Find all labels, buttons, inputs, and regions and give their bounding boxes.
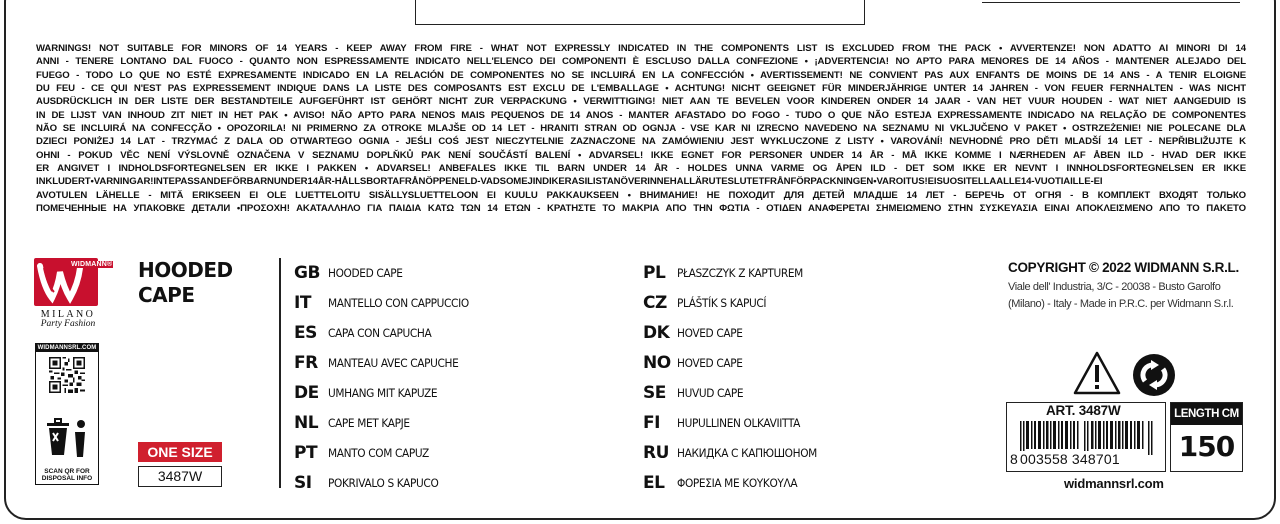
- widmann-logo: [34, 258, 113, 329]
- language-row: [294, 258, 481, 288]
- length-label: LENGTH CM: [1171, 403, 1242, 425]
- language-row: [643, 348, 829, 378]
- warning-line: AVOTULEN LÄHELLE - MITÄ ERIKSEEN EI OLE LUETTELOITU SISÄLLYSLUETTELOON EI KUULU PAKKAUKSEEN • ВНИМАНИЕ! НЕ ПОХОДИТ ДЛЯ ДЕТЕЙ МЛАДШЕ 14 ЛЕТ - БЕРЕЧЬ ОТ ОГНЯ - В КОМПЛЕКТ ВХОДЯТ ТОЛЬКО: [36, 189, 1246, 201]
- language-code: SI: [294, 473, 312, 493]
- product-title: [138, 258, 258, 308]
- language-row: [643, 318, 829, 348]
- language-name: MANTO COM CAPUZ: [328, 446, 429, 460]
- language-code: EL: [643, 473, 665, 493]
- warnings-text: [36, 42, 1246, 215]
- product-title-line: HOODED: [138, 258, 233, 282]
- language-code: SE: [643, 383, 666, 403]
- language-name: HUPULLINEN OLKAVIITTA: [677, 416, 801, 430]
- warning-line: DU FEU - CE QUI N'EST PAS EXPRESSEMENT INDIQUE DANS LA LISTE DES COMPOSANTS EST EXCLU DE L'EMBALLAGE • ACHTUNG! NICHT GEEIGNET FÜR MINDERJÄHRIGE UNTER 14 JAHREN - VON FEUER FERNHALTEN - WAS NICHT: [36, 83, 1246, 95]
- qr-url: WIDMANNSRL.COM: [37, 345, 97, 351]
- size-badge: ONE SIZE: [138, 442, 222, 462]
- language-row: [294, 318, 481, 348]
- address-line: Viale dell' Industria, 3/C - 20038 - Busto Garolfo: [1008, 281, 1221, 293]
- warning-line: ER ANGIVET I INDHOLDSFORTEGNELSEN ER IKKE I PAKKEN • ADVARSEL! ANBEFALES IKKE TIL BARN UNDER 14 ÅR - HOLDES UNNA VARME OG ÅPEN ILD - DET SOM IKKE ER NEVNT I INNHOLDSFORTEGNELSEN ER IKKE: [36, 163, 1246, 175]
- language-name: НАКИДКА С КАПЮШОНОМ: [677, 446, 817, 460]
- language-name: UMHANG MIT KAPUZE: [328, 386, 438, 400]
- barcode-article-label: ART. 3487W: [1046, 403, 1121, 418]
- language-row: [643, 468, 829, 498]
- language-row: [643, 258, 829, 288]
- language-name: PLÁŠTÍK S KAPUCÍ: [677, 296, 767, 310]
- language-code: PT: [294, 443, 318, 463]
- language-row: [643, 408, 829, 438]
- language-row: [643, 288, 829, 318]
- language-row: [294, 468, 481, 498]
- language-name: PŁASZCZYK Z KAPTUREM: [677, 266, 803, 280]
- language-name: HOVED CAPE: [677, 356, 743, 370]
- logo-tagline: Party Fashion: [40, 319, 96, 329]
- language-code: NO: [643, 353, 671, 373]
- language-code: DK: [643, 323, 670, 343]
- warning-line: ПОМЕЧЕННЫЕ НА УПАКОВКЕ ДЕТАЛИ •ΠΡΟΣΟΧΗ! ΑΚΑΤΑΛΛΗΛΟ ΓΙΑ ΠΑΙΔΙΑ ΚΑΤΩ ΤΩΝ 14 ΕΤΩΝ - ΚΡΑΤΗΣΤΕ ΤΟ ΜΑΚΡΙΑ ΑΠΟ ΤΗΝ ΦΩΤΙΑ - ΟΤΙΔΕΝ ΑΝΑΦΕΡΕΤΑΙ ΣΗΜΕΙΩΜΕΝΟ ΣΤΗΝ ΣΥΣΚΕΥΑΣΙΑ ΕΙΝΑΙ ΑΠΟΚΛΕΙΣΜΕΝΟ ΑΠΟ ΤΟ ΠΑΚΕΤΟ: [36, 203, 1246, 215]
- address-line: (Milano) - Italy - Made in P.R.C. per Widmann S.r.l.: [1008, 298, 1234, 310]
- language-name: ΦΟΡΕΣΙΑ ΜΕ ΚΟΥΚΟΥΛΑ: [677, 476, 798, 490]
- language-code: CZ: [643, 293, 667, 313]
- language-name: CAPA CON CAPUCHA: [328, 326, 432, 340]
- logo-brand: WIDMANN®: [71, 261, 113, 268]
- top-window-box: [415, 0, 865, 25]
- barcode-digits-right: 348701: [1071, 451, 1120, 467]
- recycle-bin-info-icon: [44, 417, 92, 461]
- barcode-digit-prefix: 8: [1010, 451, 1018, 467]
- language-name: HOODED CAPE: [328, 266, 403, 280]
- language-row: [294, 348, 481, 378]
- language-code: NL: [294, 413, 319, 433]
- warning-line: WARNINGS! NOT SUITABLE FOR MINORS OF 14 YEARS - KEEP AWAY FROM FIRE - WHAT NOT EXPRESSLY INDICATED IN THE COMPONENTS LIST IS EXCLUDED FROM THE PACK • AVVERTENZE! NON ADATTO AI MINORI DI 14: [36, 43, 1246, 54]
- language-name: HUVUD CAPE: [677, 386, 744, 400]
- warning-line: DZIECI PONIŻEJ 14 LAT - TRZYMAĆ Z DALA OD OTWARTEGO OGNIA - JEŚLI COŚ JEST NIECZYTELNIE ZAZNACZONE NA ZAMÓWIENIU JEST WYKLUCZONE Z LISTY • VAROVÁNÍ! NEVHODNÉ PRO DĚTI MLADŠÍ 14 LET - NEPŘIBLIŽUJTE K: [36, 136, 1246, 148]
- length-value: 150: [1178, 430, 1235, 463]
- qr-disposal-block: [35, 343, 99, 485]
- language-name: HOVED CAPE: [677, 326, 743, 340]
- warning-triangle-icon: [1072, 350, 1122, 396]
- language-code: PL: [643, 263, 666, 283]
- language-code: DE: [294, 383, 319, 403]
- language-code: ES: [294, 323, 317, 343]
- website-url: widmannsrl.com: [1064, 476, 1164, 491]
- language-code: RU: [643, 443, 669, 463]
- language-code: IT: [294, 293, 311, 313]
- language-name: MANTELLO CON CAPPUCCIO: [328, 296, 469, 310]
- qr-scan-line: DISPOSAL INFO: [41, 475, 93, 482]
- qr-scan-text: [36, 468, 98, 482]
- warning-line: ANNI - TENERE LONTANO DAL FUOCO - QUANTO NON ESPRESSAMENTE INDICATO NELL'ELENCO DEI COMPONENTI È ESCLUSO DALLA CONFEZIONE • ¡ADVERTENCIA! NO APTO PARA MENORES DE 14 AÑOS - MANTENER ALEJADO DEL: [36, 56, 1246, 68]
- qr-code-icon: [49, 357, 85, 393]
- logo-city: MILANO: [40, 309, 96, 320]
- barcode-icon: [1014, 421, 1160, 455]
- warning-line: INKLUDERT•VARNINGAR!INTEPASSANDEFÖRBARNUNDER14ÅR-HÅLLSBORTAFRÅNÖPPENELD-VADSOMEJINDIKERASILISTANÖVERINNEHALLÄRUTESLUTETFRÅNFÖRPACKNINGEN•VAROITUS!EISUOSITELLAALLE14-VUOTIAILLE-EI: [36, 176, 1103, 188]
- language-code: FI: [643, 413, 660, 433]
- language-list-left: [294, 258, 481, 498]
- barcode-digits-left: 003558: [1020, 451, 1068, 467]
- green-dot-recycle-icon: [1131, 352, 1177, 398]
- barcode-digits: [1010, 451, 1120, 467]
- language-row: [643, 438, 829, 468]
- warning-line: IN DE LIJST VAN INHOUD ZIT NIET IN HET PAK • AVISO! NÃO APTO PARA NENOS MAIS PEQUENOS DE 14 ANOS - MANTER AFASTADO DO FOGO - TUDO O QUE NÃO ESTEJA EXPRESSAMENTE INDICADO NA RELAÇÃO DE COMPONENTES: [36, 109, 1246, 121]
- qr-scan-line: SCAN QR FOR: [44, 468, 90, 475]
- warning-line: OHNI - POKUD VĚC NENÍ VÝSLOVNĚ OZNAČENA V SEZNAMU DOPLŇKŮ PAK NENÍ SOUČÁSTÍ BALENÍ • ADVARSEL! IKKE EGNET FOR PERSONER UNDER 14 ÅR - MÅ IKKE KOMME I NÆRHEDEN AF ÅBEN ILD - HVAD DER IKKE: [36, 149, 1246, 161]
- widmann-logo-icon: [34, 258, 113, 306]
- top-right-rule: [982, 0, 1240, 3]
- language-name: POKRIVALO S KAPUCO: [328, 476, 439, 490]
- language-row: [294, 378, 481, 408]
- language-row: [294, 288, 481, 318]
- company-address: [1008, 279, 1248, 313]
- language-name: MANTEAU AVEC CAPUCHE: [328, 356, 459, 370]
- copyright-text: COPYRIGHT © 2022 WIDMANN S.R.L.: [1008, 260, 1239, 275]
- warning-line: FUEGO - TODO LO QUE NO ESTÉ EXPRESAMENTE INDICADO EN LA RELACIÓN DE COMPONENTES NO SE INCLUIRÁ EN LA CONFECCIÓN • AVERTISSEMENT! NE CONVIENT PAS AUX ENFANTS DE MOINS DE 14 ANS - A TENIR ELOIGNE: [36, 69, 1246, 81]
- language-list-right: [643, 258, 829, 498]
- language-name: CAPE MET KAPJE: [328, 416, 410, 430]
- language-row: [294, 408, 481, 438]
- language-row: [643, 378, 829, 408]
- warning-line: NÃO SE INCLUIRÁ NA CONFECÇÃO • OPOZORILA! NI PRIMERNO ZA OTROKE MLAJŠE OD 14 LET - HRANITI STRAN OD OGNJA - VSE KAR NI IZRECNO NAVEDENO NA SEZNAMU NI VKLJUČENO V PAKET • OSTRZEŻENIE! NIE POLECANE DLA: [36, 123, 1246, 135]
- language-row: [294, 438, 481, 468]
- product-title-line: CAPE: [138, 283, 195, 307]
- length-box: [1170, 402, 1243, 472]
- language-code: GB: [294, 263, 320, 283]
- language-code: FR: [294, 353, 318, 373]
- article-number: 3487W: [138, 466, 222, 487]
- vertical-divider: [279, 258, 281, 488]
- warning-line: AUSDRÜCKLICH IN DER LISTE DER BESTANDTEILE AUFGEFÜHRT IST GEHÖRT NICHT ZUR VERPACKUNG • VERWITTIGING! NIET AAN TE BEVELEN VOOR KINDEREN ONDER 14 JAAR - VAN HET VUUR HOUDEN - WAT NIET AANGEDUID IS: [36, 96, 1246, 108]
